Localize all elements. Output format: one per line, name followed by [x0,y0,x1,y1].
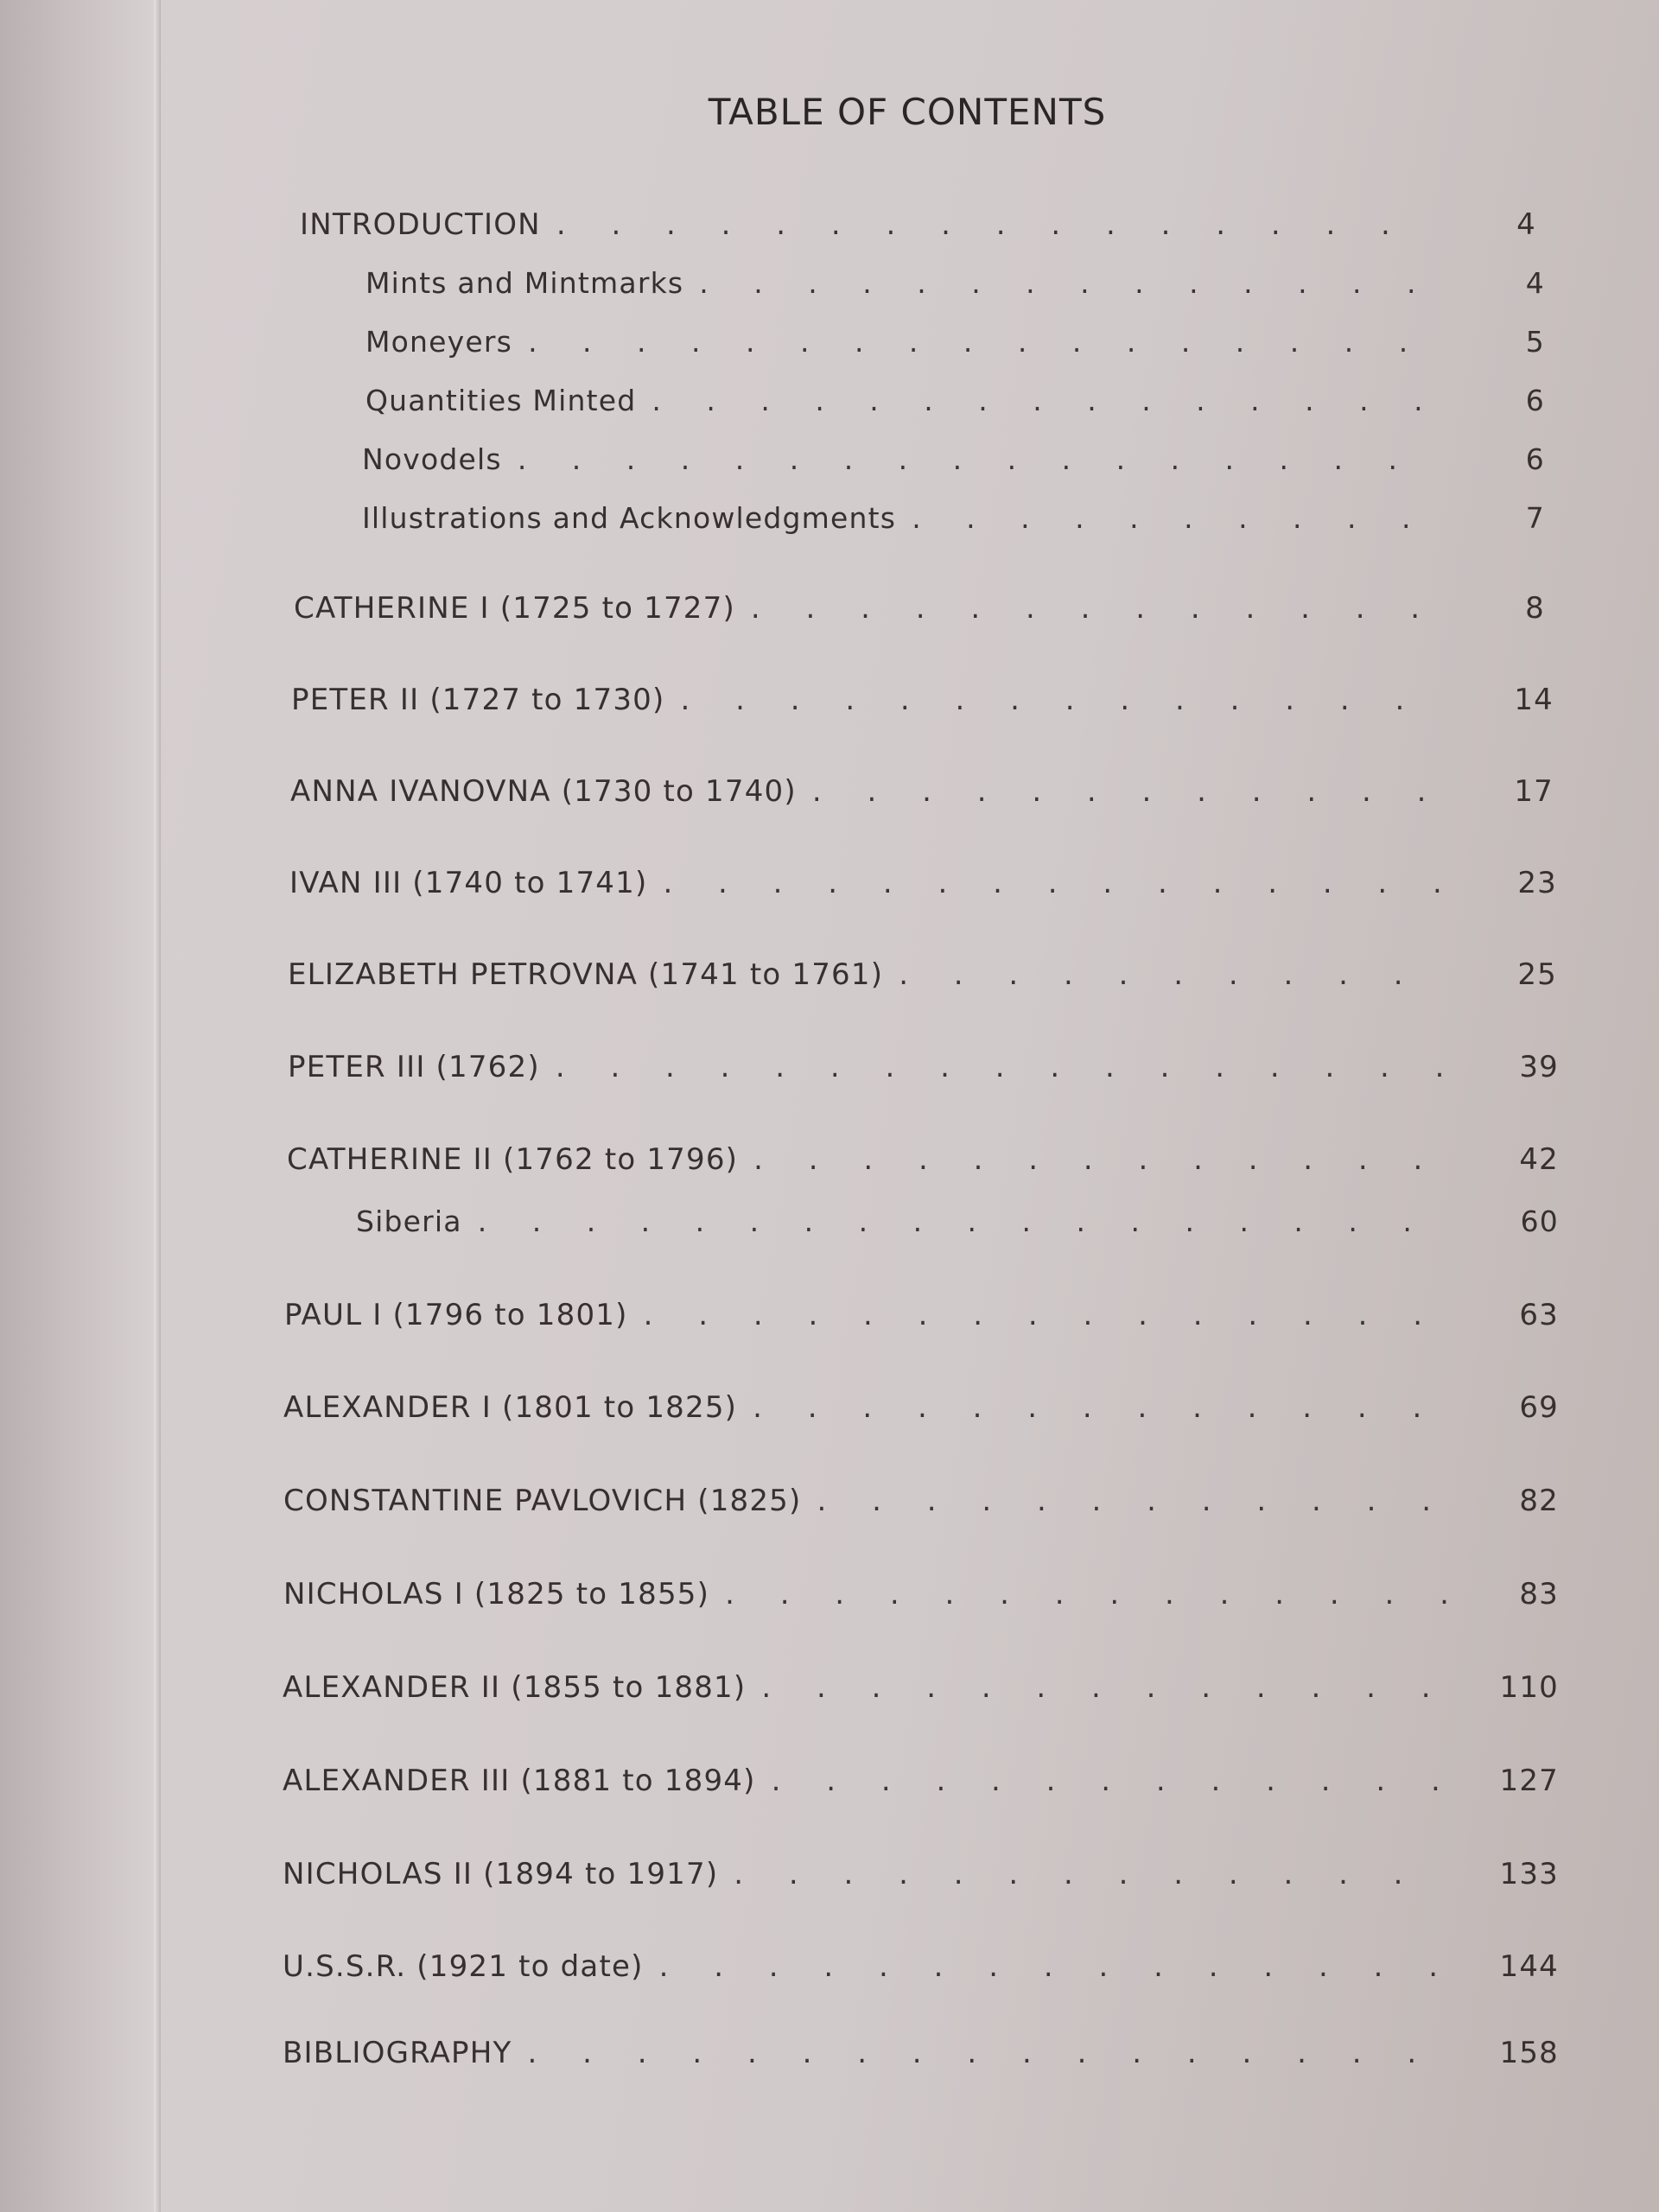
toc-page-number: 144 [1499,1949,1559,1984]
dot-leader [659,1948,1446,1986]
toc-entry-introduction [300,206,1536,244]
toc-entry-label: Moneyers [365,325,513,359]
toc-entry-label: Siberia [356,1205,462,1238]
toc-entry-mints-and-mintmarks [365,264,1545,302]
dot-leader [812,772,1441,810]
toc-page-number: 133 [1499,1857,1559,1891]
toc-page-number: 4 [1516,207,1536,242]
toc-page-number: 4 [1525,266,1545,300]
toc-page-number: 69 [1519,1390,1559,1425]
dot-leader [518,441,1433,479]
dot-leader [478,1203,1446,1241]
dot-leader [753,1141,1446,1179]
toc-entry-peter-iii [288,1048,1559,1086]
dot-leader [772,1762,1446,1800]
toc-entry-ussr [283,1948,1559,1986]
toc-page-number: 14 [1514,683,1554,717]
toc-entry-novodels [362,441,1545,479]
dot-leader [899,956,1445,994]
toc-entry-catherine-i [294,589,1545,627]
toc-entry-illustrations [362,499,1545,537]
toc-entry-label: CATHERINE I (1725 to 1727) [294,591,735,626]
toc-entry-anna-ivanovna [290,772,1554,810]
toc-entry-label: U.S.S.R. (1921 to date) [283,1949,644,1984]
dot-leader [725,1575,1446,1613]
dot-leader [699,264,1433,302]
toc-entry-elizabeth-petrovna [288,956,1557,994]
toc-page-number: 39 [1519,1050,1559,1084]
dot-leader [912,499,1433,537]
toc-entry-label: ALEXANDER II (1855 to 1881) [283,1670,747,1705]
toc-entry-label: PETER II (1727 to 1730) [291,683,665,717]
toc-page-number: 25 [1517,957,1557,992]
toc-page-number: 83 [1519,1577,1559,1611]
toc-page-number: 6 [1525,384,1545,417]
toc-page-number: 110 [1499,1670,1559,1705]
toc-entry-label: ALEXANDER III (1881 to 1894) [283,1764,756,1798]
dot-leader [528,323,1433,361]
toc-page-number: 63 [1519,1298,1559,1332]
toc-page-number: 7 [1525,501,1545,535]
toc-entry-label: CATHERINE II (1762 to 1796) [287,1142,739,1177]
toc-entry-label: IVAN III (1740 to 1741) [289,866,648,900]
toc-page-number: 6 [1525,442,1545,476]
page-title: TABLE OF CONTENTS [708,91,1107,133]
toc-page-number: 158 [1499,2036,1559,2070]
dot-leader [680,681,1441,719]
toc-page-number: 5 [1525,325,1545,359]
toc-entry-label: ELIZABETH PETROVNA (1741 to 1761) [288,957,884,992]
toc-entry-paul-i [284,1296,1559,1334]
toc-entry-label: Quantities Minted [365,384,637,417]
dot-leader [734,1855,1446,1893]
book-gutter [0,0,160,2212]
toc-entry-ivan-iii [289,864,1557,902]
dot-leader [753,1389,1446,1427]
toc-page-number: 82 [1519,1484,1559,1518]
toc-entry-quantities-minted [365,382,1545,420]
toc-entry-label: ALEXANDER I (1801 to 1825) [283,1390,738,1425]
toc-entry-moneyers [365,323,1545,361]
toc-page-number: 42 [1519,1142,1559,1177]
toc-entry-peter-ii [291,681,1554,719]
toc-entry-nicholas-ii [283,1855,1559,1893]
dot-leader [751,589,1433,627]
toc-entry-label: Mints and Mintmarks [365,266,684,300]
dot-leader [652,382,1433,420]
toc-entry-label: PAUL I (1796 to 1801) [284,1298,628,1332]
dot-leader [761,1669,1446,1707]
toc-entry-alexander-iii [283,1762,1559,1800]
toc-entry-label: Novodels [362,442,502,476]
toc-page-number: 23 [1517,866,1557,900]
toc-page-number: 127 [1499,1764,1559,1798]
toc-entry-label: BIBLIOGRAPHY [283,2036,512,2070]
dot-leader [644,1296,1446,1334]
toc-entry-label: ANNA IVANOVNA (1730 to 1740) [290,774,797,809]
dot-leader [528,2034,1447,2072]
toc-entry-label: CONSTANTINE PAVLOVICH (1825) [283,1484,802,1518]
toc-entry-alexander-i [283,1389,1559,1427]
toc-entry-siberia [356,1203,1559,1241]
dot-leader [556,1048,1446,1086]
toc-entry-label: PETER III (1762) [288,1050,540,1084]
toc-entry-bibliography [283,2034,1559,2072]
toc-entry-label: INTRODUCTION [300,207,541,242]
toc-entry-catherine-ii [287,1141,1559,1179]
toc-entry-alexander-ii [283,1669,1559,1707]
toc-entry-label: NICHOLAS I (1825 to 1855) [283,1577,710,1611]
page-edge [154,0,161,2212]
toc-page-number: 17 [1514,774,1554,809]
toc-entry-label: Illustrations and Acknowledgments [362,501,897,535]
dot-leader [556,206,1424,244]
toc-entry-nicholas-i [283,1575,1559,1613]
toc-entry-constantine-pavlovich [283,1482,1559,1520]
dot-leader [663,864,1445,902]
dot-leader [817,1482,1446,1520]
toc-entry-label: NICHOLAS II (1894 to 1917) [283,1857,719,1891]
toc-page-number: 60 [1520,1205,1559,1238]
toc-page-number: 8 [1525,591,1545,626]
